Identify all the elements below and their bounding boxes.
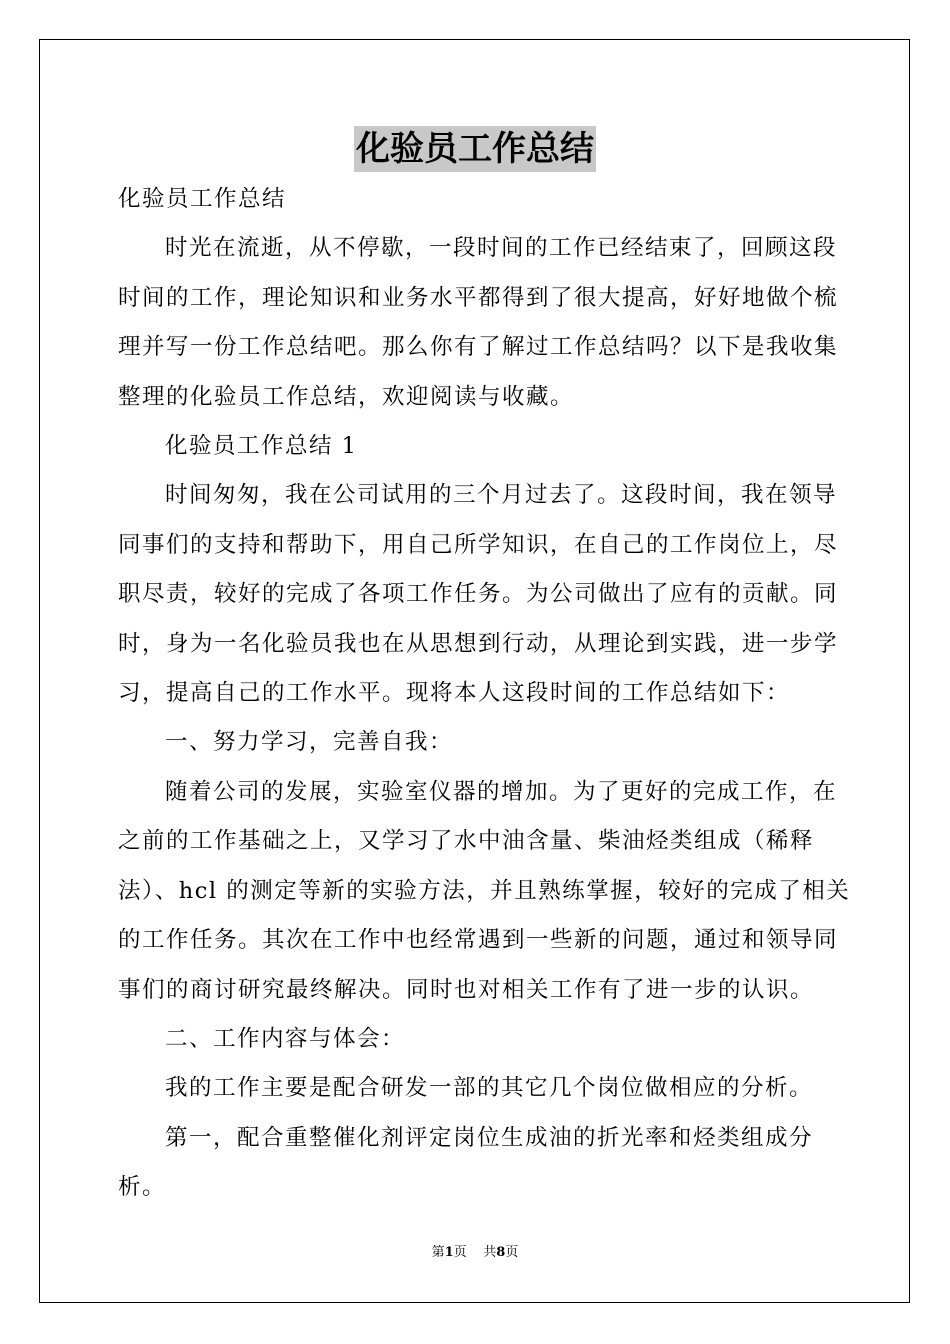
paragraph-heading-1: 一、努力学习，完善自我：	[165, 729, 454, 756]
paragraph-section-heading: 化验员工作总结 1	[165, 433, 358, 460]
page-footer	[0, 1244, 950, 1262]
paragraph-body: 我的工作主要是配合研发一部的其它几个岗位做相应的分析。	[165, 1075, 814, 1102]
footer-total-suffix: 页	[505, 1245, 519, 1260]
footer-page-total: 8	[496, 1245, 506, 1260]
document-title: 化验员工作总结	[354, 126, 596, 172]
footer-page-prefix: 第	[431, 1245, 445, 1260]
paragraph-subtitle: 化验员工作总结	[118, 186, 287, 212]
paragraph-body: 时间匆匆，我在公司试用的三个月过去了。这段时间，我在领导同事们的支持和帮助下，用自己所学知识，在自己的工作岗位上，尽职尽责，较好的完成了各项工作任务。为公司做出了应有的贡献。同时，身为一名化验员我也在从思想到行动，从理论到实践，进一步学习，提高自己的工作水平。现将本人这段时间的工作总结如下：	[118, 482, 839, 707]
footer-page-current: 1	[444, 1245, 454, 1260]
paragraph-heading-2: 二、工作内容与体会：	[165, 1025, 406, 1052]
paragraph-body: 第一，配合重整催化剂评定岗位生成油的折光率和烃类组成分析。	[118, 1124, 814, 1201]
footer-total-prefix: 共	[483, 1245, 497, 1260]
title-wrap	[0, 126, 950, 172]
paragraph-intro: 时光在流逝，从不停歇，一段时间的工作已经结束了，回顾这段时间的工作，理论知识和业务水平都得到了很大提高，好好地做个梳理并写一份工作总结吧。那么你有了解过工作总结吗？以下是我收集整理的化验员工作总结，欢迎阅读与收藏。	[118, 235, 839, 410]
document-body	[118, 175, 852, 1213]
footer-page-suffix: 页	[453, 1245, 467, 1260]
paragraph-body: 随着公司的发展，实验室仪器的增加。为了更好的完成工作，在之前的工作基础之上，又学习了水中油含量、柴油烃类组成（稀释法）、hcl 的测定等新的实验方法，并且熟练掌握，较好的完成了相关的工作任务。其次在工作中也经常遇到一些新的问题，通过和领导同事们的商讨研究最终解决。同时也对相关工作有了进一步的认识。	[118, 778, 851, 1003]
